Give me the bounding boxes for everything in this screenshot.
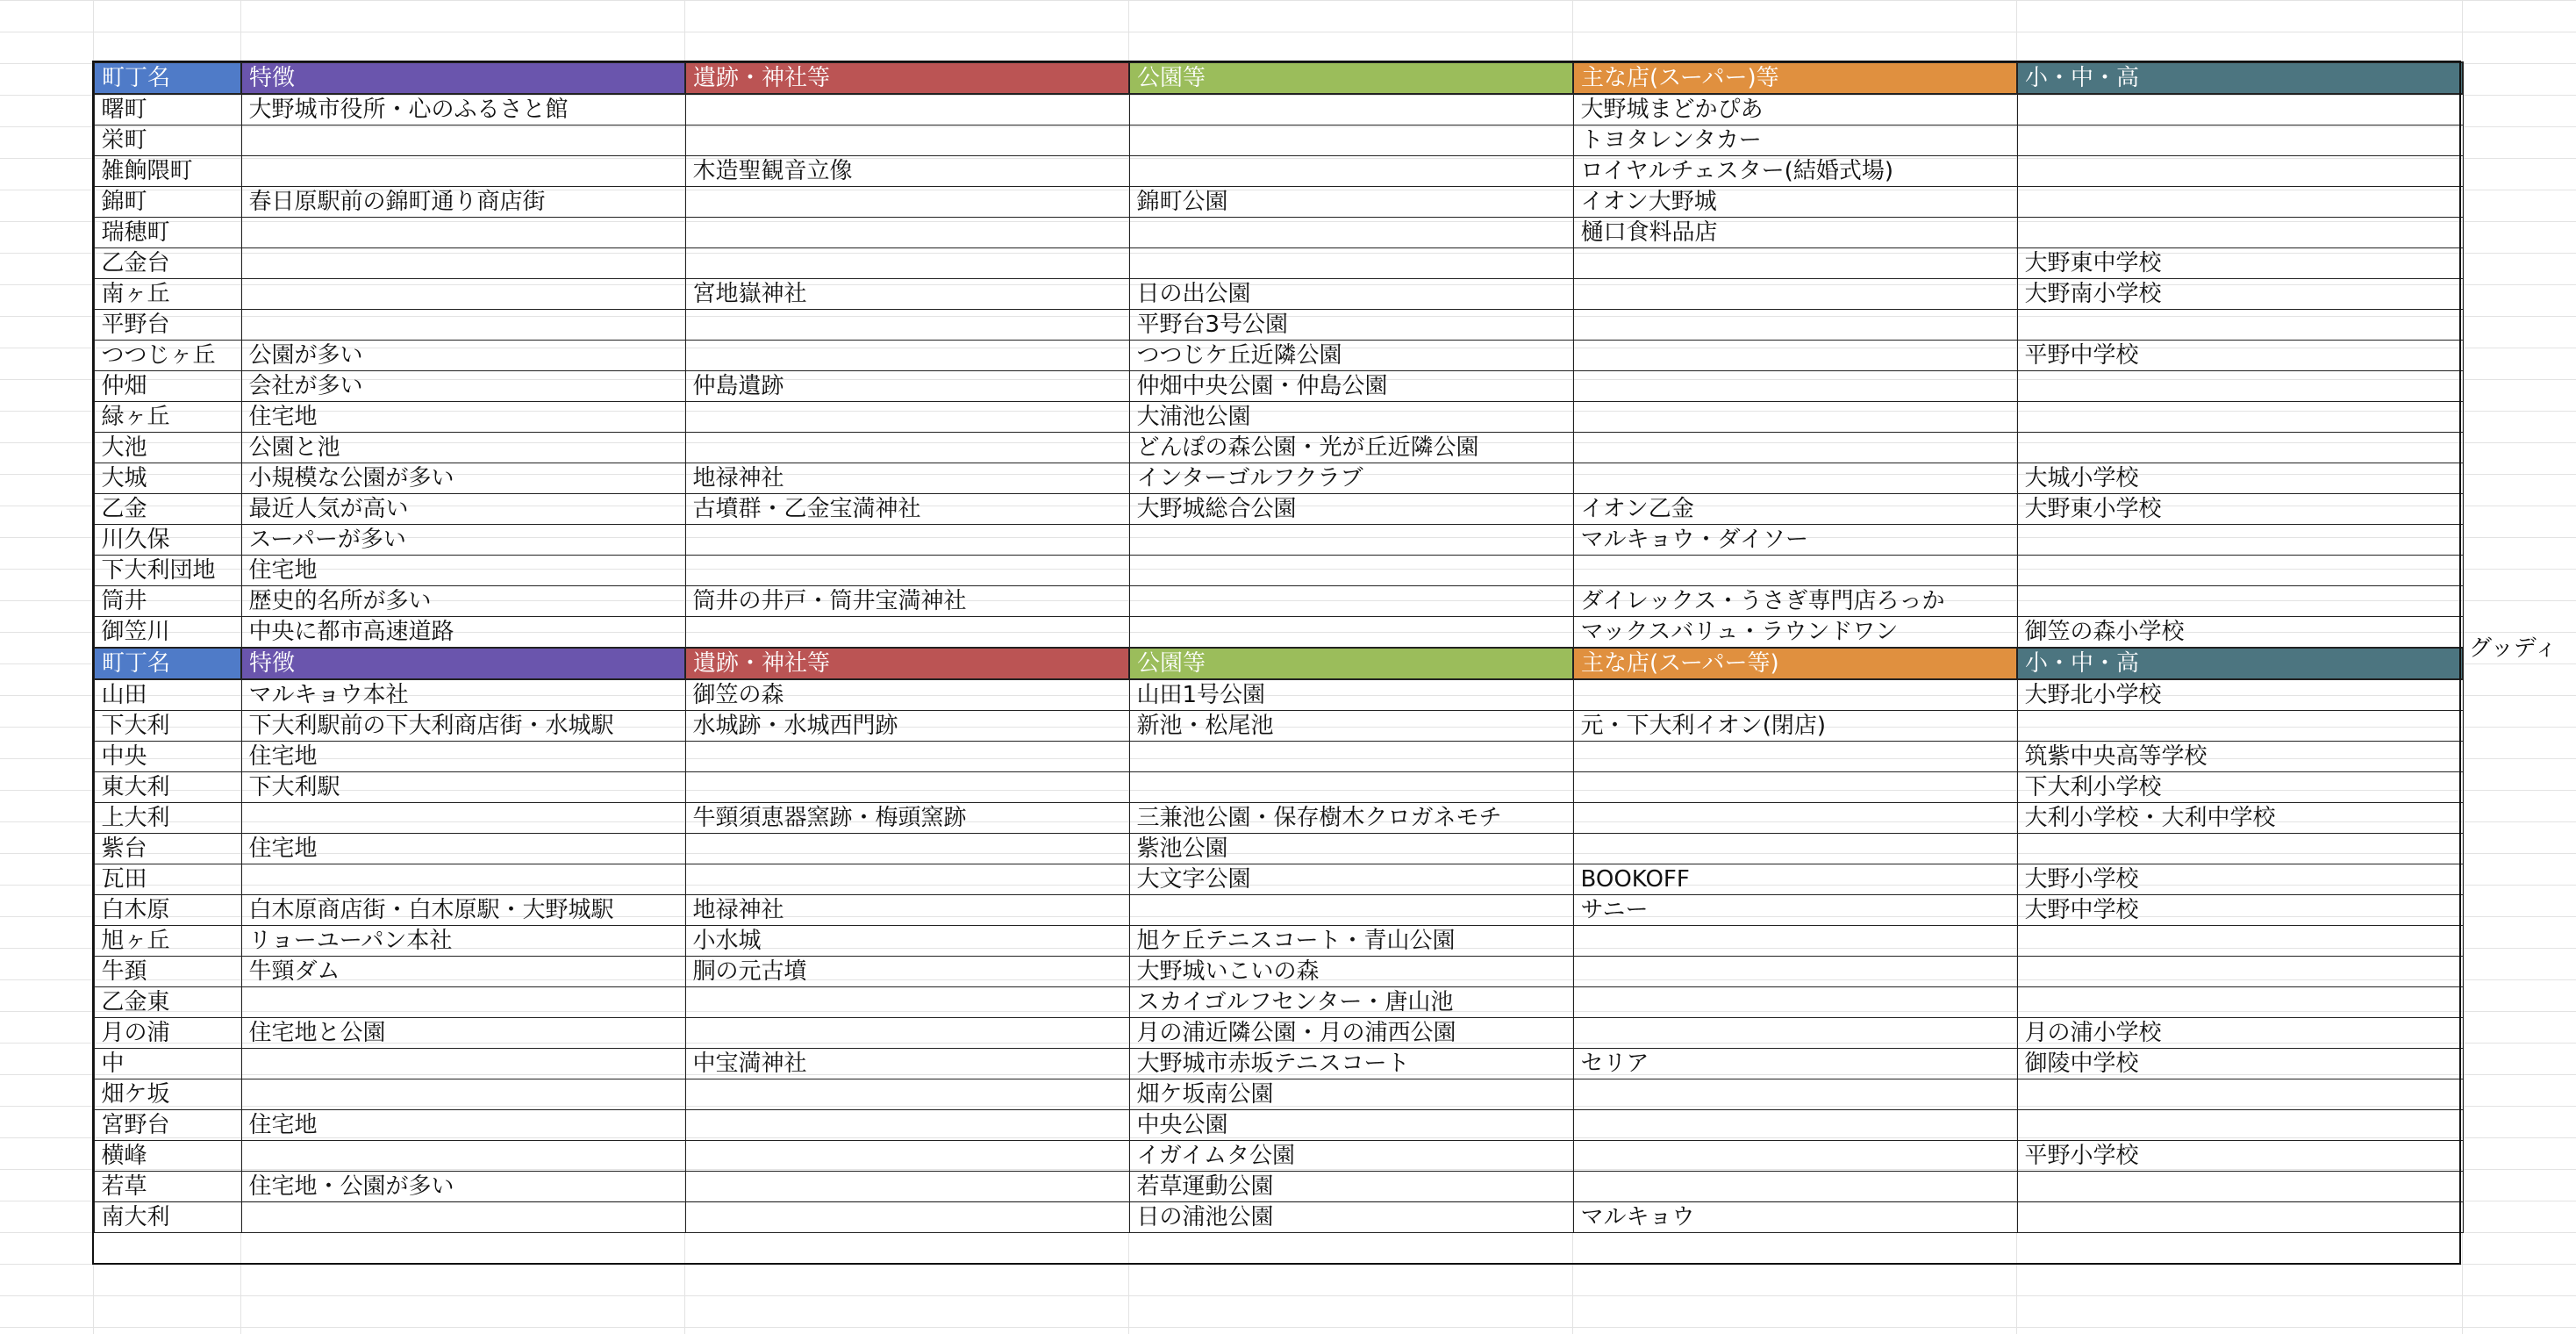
cell-park[interactable]: 大野城市赤坂テニスコート xyxy=(1129,1049,1573,1079)
table-row xyxy=(94,864,2463,895)
cell-town[interactable]: 瑞穂町 xyxy=(94,218,241,248)
cell-school[interactable]: 大城小学校 xyxy=(2017,463,2463,494)
cell-store[interactable] xyxy=(1573,433,2017,463)
cell-heritage[interactable]: 仲島遺跡 xyxy=(685,371,1129,402)
cell-town[interactable]: 中 xyxy=(94,1049,241,1079)
cell-feature[interactable]: 歴史的名所が多い xyxy=(241,586,685,617)
cell-school[interactable] xyxy=(2017,1172,2463,1202)
cell-school[interactable]: 大野小学校 xyxy=(2017,864,2463,895)
cell-feature[interactable]: 公園と池 xyxy=(241,433,685,463)
header-cell-town[interactable]: 町丁名 xyxy=(94,62,241,94)
cell-school[interactable]: 平野中学校 xyxy=(2017,341,2463,371)
cell-park[interactable] xyxy=(1129,248,1573,279)
cell-park[interactable] xyxy=(1129,772,1573,803)
cell-feature[interactable]: 住宅地 xyxy=(241,1110,685,1141)
cell-heritage[interactable] xyxy=(685,1202,1129,1233)
cell-school[interactable] xyxy=(2017,402,2463,433)
table-row xyxy=(94,586,2463,617)
cell-school[interactable]: 大野東小学校 xyxy=(2017,494,2463,525)
table-row xyxy=(94,126,2463,156)
cell-feature[interactable]: 住宅地 xyxy=(241,834,685,864)
table-row xyxy=(94,494,2463,525)
cell-feature[interactable] xyxy=(241,126,685,156)
cell-feature[interactable]: 下大利駅 xyxy=(241,772,685,803)
cell-park[interactable]: 日の浦池公園 xyxy=(1129,1202,1573,1233)
cell-town[interactable]: 南大利 xyxy=(94,1202,241,1233)
cell-town[interactable]: 東大利 xyxy=(94,772,241,803)
cell-park[interactable] xyxy=(1129,94,1573,126)
cell-store[interactable]: サニー xyxy=(1573,895,2017,926)
cell-heritage[interactable] xyxy=(685,617,1129,649)
header-cell-heritage[interactable]: 遺跡・神社等 xyxy=(685,648,1129,679)
cell-school[interactable] xyxy=(2017,834,2463,864)
cell-park[interactable]: どんぽの森公園・光が丘近隣公園 xyxy=(1129,433,1573,463)
cell-park[interactable] xyxy=(1129,617,1573,649)
cell-heritage[interactable] xyxy=(685,772,1129,803)
cell-town[interactable]: 畑ケ坂 xyxy=(94,1079,241,1110)
cell-town[interactable]: 曙町 xyxy=(94,94,241,126)
cell-park[interactable]: 日の出公園 xyxy=(1129,279,1573,310)
cell-store[interactable] xyxy=(1573,556,2017,586)
cell-town[interactable]: 中央 xyxy=(94,742,241,772)
cell-feature[interactable]: 下大利駅前の下大利商店街・水城駅 xyxy=(241,711,685,742)
cell-heritage[interactable]: 牛頸須恵器窯跡・梅頭窯跡 xyxy=(685,803,1129,834)
cell-feature[interactable]: 住宅地 xyxy=(241,402,685,433)
cell-park[interactable]: つつじケ丘近隣公園 xyxy=(1129,341,1573,371)
cell-town[interactable]: 川久保 xyxy=(94,525,241,556)
cell-town[interactable]: 牛頚 xyxy=(94,957,241,987)
cell-feature[interactable] xyxy=(241,1049,685,1079)
table-row xyxy=(94,957,2463,987)
table-row xyxy=(94,341,2463,371)
cell-store[interactable] xyxy=(1573,463,2017,494)
cell-park[interactable]: 仲畑中央公園・仲島公園 xyxy=(1129,371,1573,402)
cell-feature[interactable]: 最近人気が高い xyxy=(241,494,685,525)
cell-heritage[interactable]: 古墳群・乙金宝満神社 xyxy=(685,494,1129,525)
cell-heritage[interactable]: 地禄神社 xyxy=(685,895,1129,926)
cell-heritage[interactable]: 小水城 xyxy=(685,926,1129,957)
cell-school[interactable] xyxy=(2017,94,2463,126)
cell-school[interactable] xyxy=(2017,187,2463,218)
overflow-cell-text[interactable]: グッディ xyxy=(2469,635,2558,662)
cell-park[interactable]: スカイゴルフセンター・唐山池 xyxy=(1129,987,1573,1018)
table-row xyxy=(94,187,2463,218)
header-cell-heritage[interactable]: 遺跡・神社等 xyxy=(685,62,1129,94)
table-row xyxy=(94,1110,2463,1141)
cell-town[interactable]: 乙金東 xyxy=(94,987,241,1018)
cell-heritage[interactable]: 木造聖観音立像 xyxy=(685,156,1129,187)
cell-heritage[interactable] xyxy=(685,1018,1129,1049)
cell-heritage[interactable]: 中宝満神社 xyxy=(685,1049,1129,1079)
cell-park[interactable]: 畑ケ坂南公園 xyxy=(1129,1079,1573,1110)
cell-store[interactable] xyxy=(1573,1172,2017,1202)
cell-town[interactable]: 平野台 xyxy=(94,310,241,341)
cell-school[interactable]: 月の浦小学校 xyxy=(2017,1018,2463,1049)
cell-heritage[interactable] xyxy=(685,1110,1129,1141)
table-row xyxy=(94,926,2463,957)
cell-park[interactable] xyxy=(1129,556,1573,586)
cell-store[interactable]: 元・下大利イオン(閉店) xyxy=(1573,711,2017,742)
cell-feature[interactable]: 白木原商店街・白木原駅・大野城駅 xyxy=(241,895,685,926)
cell-town[interactable]: 仲畑 xyxy=(94,371,241,402)
cell-town[interactable]: 緑ヶ丘 xyxy=(94,402,241,433)
cell-store[interactable] xyxy=(1573,341,2017,371)
cell-school[interactable] xyxy=(2017,156,2463,187)
cell-store[interactable] xyxy=(1573,679,2017,711)
cell-store[interactable]: マルキョウ・ダイソー xyxy=(1573,525,2017,556)
cell-feature[interactable] xyxy=(241,248,685,279)
cell-school[interactable] xyxy=(2017,126,2463,156)
cell-feature[interactable]: リョーユーパン本社 xyxy=(241,926,685,957)
cell-feature[interactable]: 住宅地と公園 xyxy=(241,1018,685,1049)
cell-heritage[interactable]: 水城跡・水城西門跡 xyxy=(685,711,1129,742)
cell-park[interactable] xyxy=(1129,218,1573,248)
header-cell-store[interactable]: 主な店(スーパー)等 xyxy=(1573,62,2017,94)
cell-park[interactable]: 大浦池公園 xyxy=(1129,402,1573,433)
cell-school[interactable] xyxy=(2017,525,2463,556)
table-row xyxy=(94,1141,2463,1172)
cell-store[interactable] xyxy=(1573,957,2017,987)
table-row xyxy=(94,310,2463,341)
cell-school[interactable]: 御陵中学校 xyxy=(2017,1049,2463,1079)
table-row xyxy=(94,742,2463,772)
cell-park[interactable]: 月の浦近隣公園・月の浦西公園 xyxy=(1129,1018,1573,1049)
cell-store[interactable] xyxy=(1573,402,2017,433)
table-row xyxy=(94,156,2463,187)
cell-feature[interactable] xyxy=(241,864,685,895)
cell-school[interactable] xyxy=(2017,371,2463,402)
cell-park[interactable]: 旭ケ丘テニスコート・青山公園 xyxy=(1129,926,1573,957)
cell-park[interactable] xyxy=(1129,156,1573,187)
cell-town[interactable]: 乙金台 xyxy=(94,248,241,279)
cell-town[interactable]: 白木原 xyxy=(94,895,241,926)
cell-store[interactable] xyxy=(1573,803,2017,834)
cell-feature[interactable] xyxy=(241,1141,685,1172)
cell-park[interactable]: 若草運動公園 xyxy=(1129,1172,1573,1202)
cell-store[interactable] xyxy=(1573,279,2017,310)
table-row xyxy=(94,525,2463,556)
cell-school[interactable] xyxy=(2017,711,2463,742)
cell-store[interactable]: マックスバリュ・ラウンドワン xyxy=(1573,617,2017,649)
cell-feature[interactable]: スーパーが多い xyxy=(241,525,685,556)
cell-store[interactable]: イオン大野城 xyxy=(1573,187,2017,218)
table-row xyxy=(94,772,2463,803)
cell-town[interactable]: 瓦田 xyxy=(94,864,241,895)
cell-feature[interactable] xyxy=(241,1202,685,1233)
cell-park[interactable]: インターゴルフクラブ xyxy=(1129,463,1573,494)
cell-town[interactable]: 乙金 xyxy=(94,494,241,525)
cell-park[interactable]: 中央公園 xyxy=(1129,1110,1573,1141)
cell-store[interactable] xyxy=(1573,1018,2017,1049)
table-row xyxy=(94,463,2463,494)
header-cell-town[interactable]: 町丁名 xyxy=(94,648,241,679)
cell-heritage[interactable] xyxy=(685,310,1129,341)
cell-feature[interactable]: マルキョウ本社 xyxy=(241,679,685,711)
table-row xyxy=(94,433,2463,463)
cell-feature[interactable]: 住宅地 xyxy=(241,742,685,772)
cell-town[interactable]: 大城 xyxy=(94,463,241,494)
cell-town[interactable]: 下大利団地 xyxy=(94,556,241,586)
cell-school[interactable]: 筑紫中央高等学校 xyxy=(2017,742,2463,772)
cell-feature[interactable] xyxy=(241,1079,685,1110)
table-row xyxy=(94,402,2463,433)
cell-feature[interactable] xyxy=(241,310,685,341)
cell-town[interactable]: 宮野台 xyxy=(94,1110,241,1141)
cell-school[interactable]: 大野北小学校 xyxy=(2017,679,2463,711)
cell-store[interactable]: トヨタレンタカー xyxy=(1573,126,2017,156)
cell-heritage[interactable]: 筒井の井戸・筒井宝満神社 xyxy=(685,586,1129,617)
cell-store[interactable] xyxy=(1573,248,2017,279)
cell-school[interactable]: 大利小学校・大利中学校 xyxy=(2017,803,2463,834)
cell-park[interactable] xyxy=(1129,895,1573,926)
table-row xyxy=(94,1018,2463,1049)
cell-feature[interactable]: 会社が多い xyxy=(241,371,685,402)
table-row xyxy=(94,834,2463,864)
cell-store[interactable] xyxy=(1573,1079,2017,1110)
cell-store[interactable] xyxy=(1573,772,2017,803)
cell-town[interactable]: 横峰 xyxy=(94,1141,241,1172)
cell-feature[interactable] xyxy=(241,218,685,248)
cell-feature[interactable] xyxy=(241,803,685,834)
cell-store[interactable]: セリア xyxy=(1573,1049,2017,1079)
table-header-row xyxy=(94,62,2463,94)
cell-store[interactable]: 樋口食料品店 xyxy=(1573,218,2017,248)
cell-store[interactable] xyxy=(1573,742,2017,772)
cell-town[interactable]: 栄町 xyxy=(94,126,241,156)
cell-store[interactable]: マルキョウ xyxy=(1573,1202,2017,1233)
cell-heritage[interactable] xyxy=(685,556,1129,586)
cell-park[interactable] xyxy=(1129,126,1573,156)
cell-feature[interactable]: 住宅地・公園が多い xyxy=(241,1172,685,1202)
table-row xyxy=(94,1172,2463,1202)
cell-store[interactable] xyxy=(1573,926,2017,957)
cell-heritage[interactable]: 胴の元古墳 xyxy=(685,957,1129,987)
table-row xyxy=(94,279,2463,310)
cell-heritage[interactable]: 地禄神社 xyxy=(685,463,1129,494)
cell-town[interactable]: 御笠川 xyxy=(94,617,241,649)
cell-park[interactable]: 紫池公園 xyxy=(1129,834,1573,864)
cell-school[interactable]: 下大利小学校 xyxy=(2017,772,2463,803)
cell-heritage[interactable] xyxy=(685,864,1129,895)
cell-heritage[interactable] xyxy=(685,248,1129,279)
cell-town[interactable]: 紫台 xyxy=(94,834,241,864)
cell-town[interactable]: 雑餉隈町 xyxy=(94,156,241,187)
header-cell-park[interactable]: 公園等 xyxy=(1129,648,1573,679)
cell-park[interactable]: 大野城いこいの森 xyxy=(1129,957,1573,987)
header-cell-school[interactable]: 小・中・高 xyxy=(2017,62,2463,94)
cell-feature[interactable]: 春日原駅前の錦町通り商店街 xyxy=(241,187,685,218)
cell-heritage[interactable] xyxy=(685,94,1129,126)
table-row xyxy=(94,711,2463,742)
cell-store[interactable]: イオン乙金 xyxy=(1573,494,2017,525)
cell-school[interactable]: 御笠の森小学校 xyxy=(2017,617,2463,649)
cell-town[interactable]: 南ヶ丘 xyxy=(94,279,241,310)
cell-store[interactable] xyxy=(1573,371,2017,402)
header-cell-feature[interactable]: 特徴 xyxy=(241,62,685,94)
cell-town[interactable]: 上大利 xyxy=(94,803,241,834)
cell-heritage[interactable] xyxy=(685,433,1129,463)
cell-town[interactable]: 筒井 xyxy=(94,586,241,617)
cell-town[interactable]: 山田 xyxy=(94,679,241,711)
cell-feature[interactable]: 大野城市役所・心のふるさと館 xyxy=(241,94,685,126)
table-row xyxy=(94,218,2463,248)
cell-heritage[interactable] xyxy=(685,742,1129,772)
cell-school[interactable] xyxy=(2017,1110,2463,1141)
cell-school[interactable] xyxy=(2017,310,2463,341)
header-cell-feature[interactable]: 特徴 xyxy=(241,648,685,679)
cell-feature[interactable]: 公園が多い xyxy=(241,341,685,371)
cell-park[interactable] xyxy=(1129,742,1573,772)
cell-school[interactable] xyxy=(2017,433,2463,463)
table-row xyxy=(94,248,2463,279)
cell-park[interactable]: イガイムタ公園 xyxy=(1129,1141,1573,1172)
cell-park[interactable]: 大野城総合公園 xyxy=(1129,494,1573,525)
cell-town[interactable]: 下大利 xyxy=(94,711,241,742)
header-cell-school[interactable]: 小・中・高 xyxy=(2017,648,2463,679)
cell-heritage[interactable] xyxy=(685,1079,1129,1110)
cell-heritage[interactable] xyxy=(685,126,1129,156)
cell-town[interactable]: 大池 xyxy=(94,433,241,463)
cell-heritage[interactable] xyxy=(685,187,1129,218)
cell-park[interactable]: 大文字公園 xyxy=(1129,864,1573,895)
table-row xyxy=(94,1049,2463,1079)
cell-town[interactable]: つつじヶ丘 xyxy=(94,341,241,371)
cell-school[interactable] xyxy=(2017,1079,2463,1110)
table-row xyxy=(94,1079,2463,1110)
cell-feature[interactable] xyxy=(241,987,685,1018)
cell-school[interactable] xyxy=(2017,218,2463,248)
cell-park[interactable]: 山田1号公園 xyxy=(1129,679,1573,711)
cell-heritage[interactable] xyxy=(685,402,1129,433)
cell-feature[interactable]: 中央に都市高速道路 xyxy=(241,617,685,649)
cell-feature[interactable] xyxy=(241,156,685,187)
cell-store[interactable] xyxy=(1573,834,2017,864)
cell-feature[interactable]: 牛頸ダム xyxy=(241,957,685,987)
cell-school[interactable] xyxy=(2017,586,2463,617)
town-table xyxy=(93,61,2464,1233)
cell-park[interactable] xyxy=(1129,525,1573,556)
cell-heritage[interactable] xyxy=(685,1141,1129,1172)
cell-school[interactable] xyxy=(2017,556,2463,586)
cell-store[interactable] xyxy=(1573,1110,2017,1141)
cell-school[interactable] xyxy=(2017,926,2463,957)
table-row xyxy=(94,371,2463,402)
cell-store[interactable] xyxy=(1573,310,2017,341)
cell-heritage[interactable]: 御笠の森 xyxy=(685,679,1129,711)
cell-school[interactable] xyxy=(2017,1202,2463,1233)
header-cell-store[interactable]: 主な店(スーパー等) xyxy=(1573,648,2017,679)
cell-store[interactable] xyxy=(1573,987,2017,1018)
cell-feature[interactable]: 住宅地 xyxy=(241,556,685,586)
table-row xyxy=(94,803,2463,834)
cell-school[interactable]: 大野中学校 xyxy=(2017,895,2463,926)
cell-heritage[interactable] xyxy=(685,218,1129,248)
cell-park[interactable]: 新池・松尾池 xyxy=(1129,711,1573,742)
cell-feature[interactable]: 小規模な公園が多い xyxy=(241,463,685,494)
cell-school[interactable] xyxy=(2017,987,2463,1018)
cell-store[interactable]: 大野城まどかぴあ xyxy=(1573,94,2017,126)
cell-heritage[interactable] xyxy=(685,987,1129,1018)
table-row xyxy=(94,1202,2463,1233)
cell-feature[interactable] xyxy=(241,279,685,310)
cell-heritage[interactable] xyxy=(685,341,1129,371)
table-row xyxy=(94,94,2463,126)
cell-town[interactable]: 月の浦 xyxy=(94,1018,241,1049)
table-row xyxy=(94,617,2463,649)
cell-town[interactable]: 若草 xyxy=(94,1172,241,1202)
cell-heritage[interactable]: 宮地嶽神社 xyxy=(685,279,1129,310)
cell-store[interactable]: ダイレックス・うさぎ専門店ろっか xyxy=(1573,586,2017,617)
cell-heritage[interactable] xyxy=(685,834,1129,864)
cell-school[interactable] xyxy=(2017,957,2463,987)
cell-park[interactable]: 平野台3号公園 xyxy=(1129,310,1573,341)
cell-school[interactable]: 大野東中学校 xyxy=(2017,248,2463,279)
table-row xyxy=(94,556,2463,586)
table-row xyxy=(94,679,2463,711)
cell-heritage[interactable] xyxy=(685,1172,1129,1202)
cell-town[interactable]: 錦町 xyxy=(94,187,241,218)
cell-heritage[interactable] xyxy=(685,525,1129,556)
table-row xyxy=(94,895,2463,926)
cell-store[interactable]: BOOKOFF xyxy=(1573,864,2017,895)
table-header-row xyxy=(94,648,2463,679)
cell-school[interactable]: 平野小学校 xyxy=(2017,1141,2463,1172)
cell-store[interactable] xyxy=(1573,1141,2017,1172)
header-cell-park[interactable]: 公園等 xyxy=(1129,62,1573,94)
cell-town[interactable]: 旭ヶ丘 xyxy=(94,926,241,957)
cell-park[interactable]: 錦町公園 xyxy=(1129,187,1573,218)
cell-park[interactable]: 三兼池公園・保存樹木クロガネモチ xyxy=(1129,803,1573,834)
cell-store[interactable]: ロイヤルチェスター(結婚式場) xyxy=(1573,156,2017,187)
table-row xyxy=(94,987,2463,1018)
cell-school[interactable]: 大野南小学校 xyxy=(2017,279,2463,310)
cell-park[interactable] xyxy=(1129,586,1573,617)
